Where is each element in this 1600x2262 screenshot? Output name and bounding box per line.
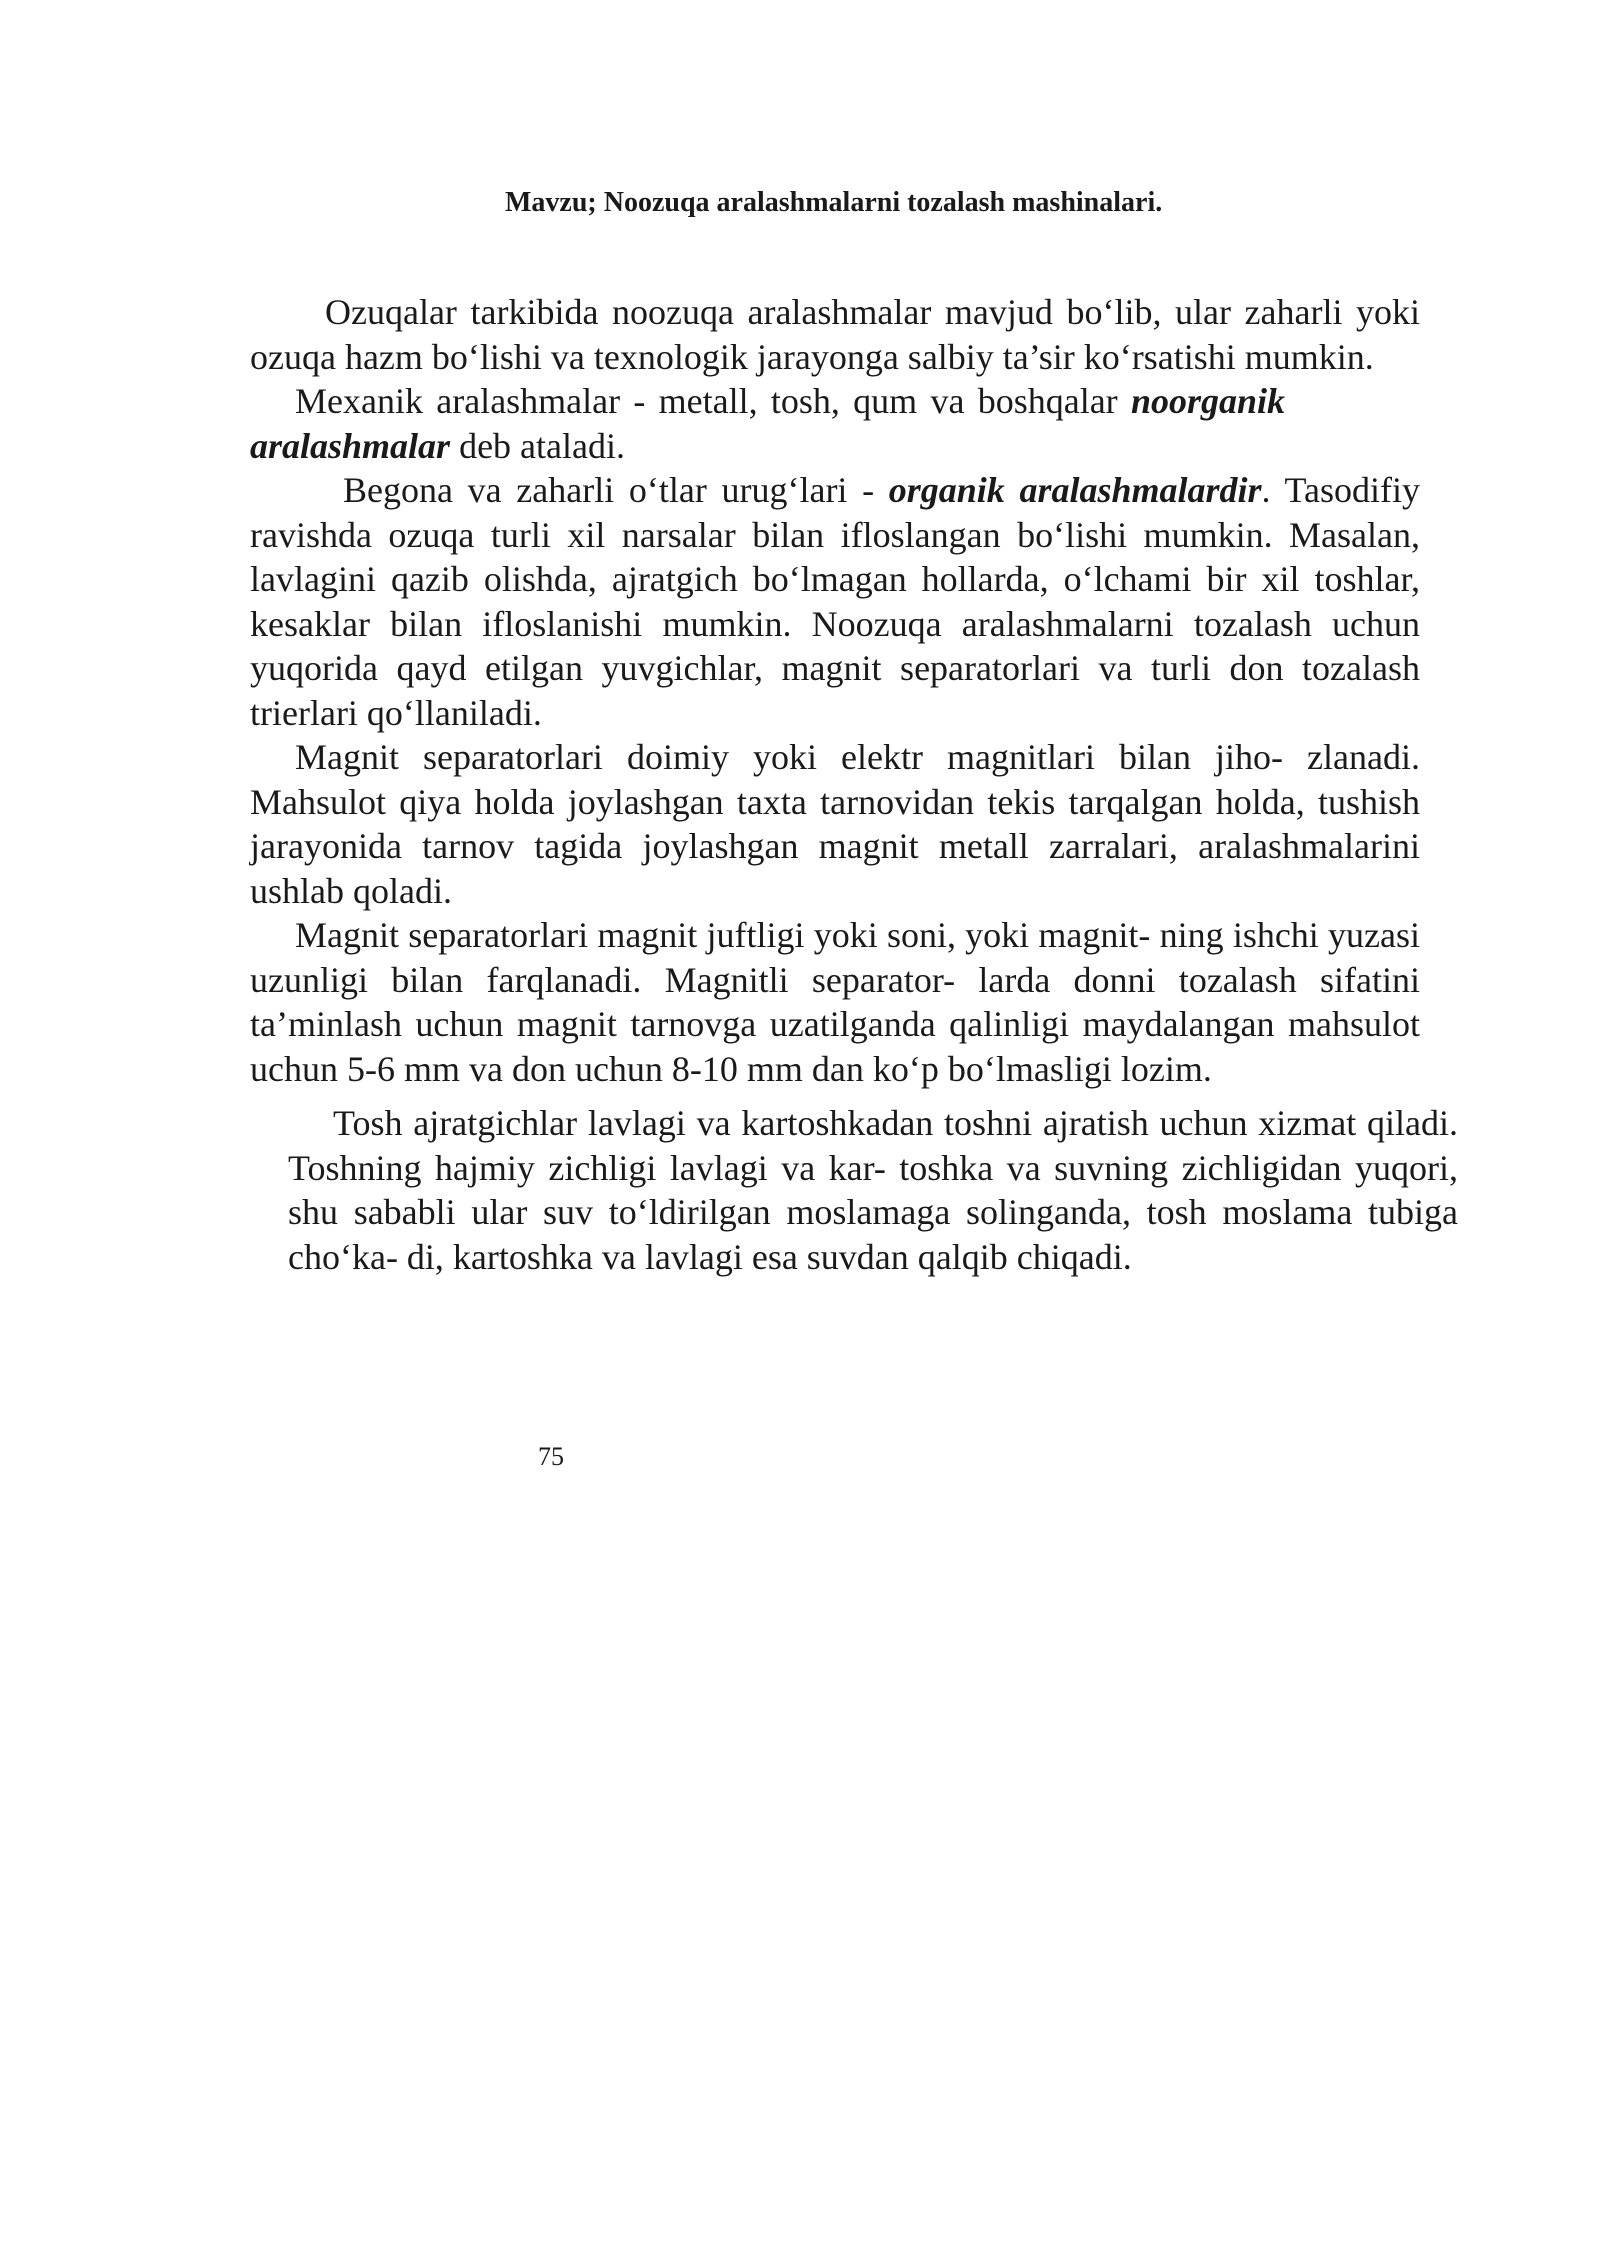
paragraph-3-text-end: . Tasodifiy ravishda ozuqa turli xil narsalar bilan ifloslangan bo‘lishi mumkin. Masalan, lavlagini qazib olishda, ajratgich bo‘lmagan hollarda, o‘lchami bir xil toshlar, kesaklar bilan ifloslanishi mumkin. Noozuqa aralashmalarni tozalash uchun yuqorida qayd etilgan yuvgichlar, magnit separatorlari va turli don tozalash trierlari qo‘llaniladi. xyxy=(250,470,1420,733)
paragraph-3 xyxy=(250,468,1420,735)
paragraph-2-text-start: Mexanik aralashmalar - metall, tosh, qum va boshqalar xyxy=(295,381,1131,421)
paragraph-1: Ozuqalar tarkibida noozuqa aralashmalar mavjud bo‘lib, ular zaharli yoki ozuqa hazm bo‘lishi va texnologik jarayonga salbiy ta’sir ko‘rsatishi mumkin. xyxy=(250,292,1420,377)
paragraph-6: Tosh ajratgichlar lavlagi va kartoshkadan toshni ajratish uchun xizmat qiladi. Toshning hajmiy zichligi lavlagi va kar- toshka va suvning zichligidan yuqori, shu sababli ular suv to‘ldirilgan moslamaga solinganda, tosh moslama tubiga cho‘ka- di, kartoshka va lavlagi esa suvdan qalqib chiqadi. xyxy=(288,1103,1458,1277)
paragraph-4: Magnit separatorlari doimiy yoki elektr magnitlari bilan jiho- zlanadi. Mahsulot qiya holda joylashgan taxta tarnovidan tekis tarqalgan holda, tushish jarayonida tarnov tagida joylashgan magnit metall zarralari, aralashmalarini ushlab qoladi. xyxy=(250,737,1420,911)
emphasis-noorganik: noorganik aralashmalar xyxy=(250,381,1285,466)
page-number: 75 xyxy=(538,1442,564,1471)
paragraph-2 xyxy=(250,379,1285,468)
page-title: Mavzu; Noozuqa aralashmalarni tozalash mashinalari. xyxy=(505,187,1163,218)
paragraph-2-text-end: deb ataladi. xyxy=(450,425,625,466)
emphasis-organik: organik aralashmalardir xyxy=(888,470,1262,510)
body-text xyxy=(250,290,1458,1279)
paragraph-3-text-start: Begona va zaharli o‘tlar urug‘lari - xyxy=(343,470,889,510)
paragraph-5: Magnit separatorlari magnit juftligi yoki soni, yoki magnit- ning ishchi yuzasi uzunligi bilan farqlanadi. Magnitli separator- larda donni tozalash sifatini ta’minlash uchun magnit tarnovga uzatilganda qalinligi maydalangan mahsulot uchun 5-6 mm va don uchun 8-10 mm dan ko‘p bo‘lmasligi lozim. xyxy=(250,915,1420,1089)
